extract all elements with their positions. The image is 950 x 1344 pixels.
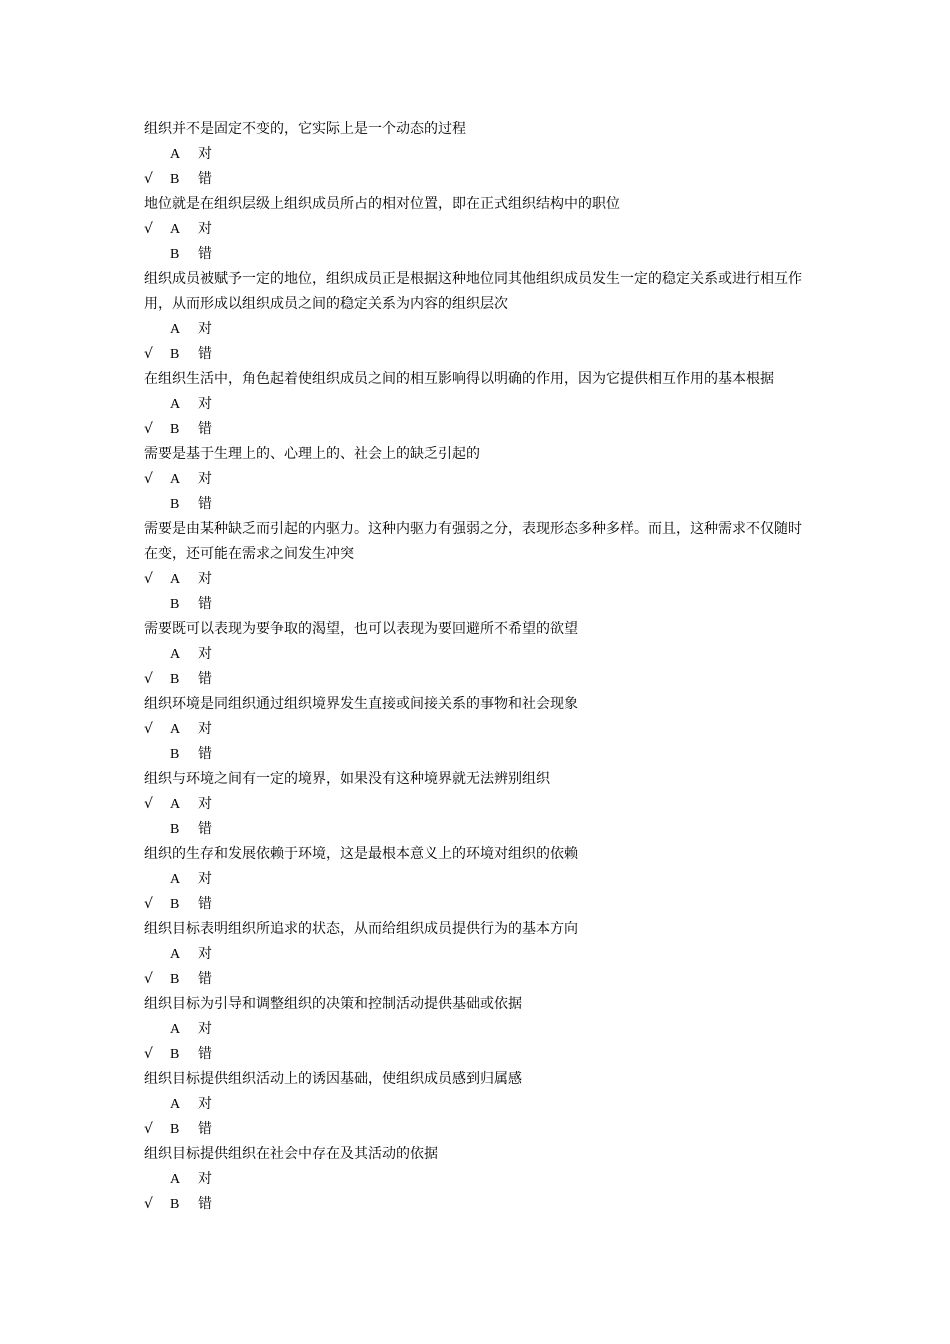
checkmark-icon: √ <box>144 221 153 237</box>
option-a[interactable] <box>144 717 344 742</box>
checkmark-icon: √ <box>144 171 153 187</box>
option-label: 错 <box>198 1121 212 1137</box>
checkmark-icon: √ <box>144 721 153 737</box>
option-letter: A <box>170 722 181 737</box>
checkmark-icon: √ <box>144 471 153 487</box>
option-letter: B <box>170 1197 180 1212</box>
option-letter: A <box>170 797 181 812</box>
option-a[interactable] <box>144 392 344 417</box>
checkmark-icon: √ <box>144 896 153 912</box>
option-letter: B <box>170 822 180 837</box>
option-b[interactable] <box>144 667 344 692</box>
option-label: 对 <box>198 721 212 737</box>
option-label: 错 <box>198 971 212 987</box>
option-label: 错 <box>198 246 212 262</box>
option-label: 对 <box>198 1021 212 1037</box>
question-text: 组织目标为引导和调整组织的决策和控制活动提供基础或依据 <box>144 996 522 1012</box>
option-a[interactable] <box>144 1017 344 1042</box>
option-label: 错 <box>198 671 212 687</box>
option-letter: A <box>170 872 181 887</box>
question-text: 组织并不是固定不变的，它实际上是一个动态的过程 <box>144 121 466 137</box>
option-label: 错 <box>198 1046 212 1062</box>
option-b[interactable] <box>144 592 344 617</box>
option-a[interactable] <box>144 467 344 492</box>
option-letter: B <box>170 422 180 437</box>
option-b[interactable] <box>144 1117 344 1142</box>
option-label: 错 <box>198 346 212 362</box>
option-letter: A <box>170 472 181 487</box>
option-label: 对 <box>198 396 212 412</box>
option-b[interactable] <box>144 242 344 267</box>
option-a[interactable] <box>144 217 344 242</box>
option-letter: B <box>170 1122 180 1137</box>
option-letter: A <box>170 947 181 962</box>
option-label: 错 <box>198 421 212 437</box>
option-letter: B <box>170 672 180 687</box>
option-letter: A <box>170 1172 181 1187</box>
option-label: 对 <box>198 1171 212 1187</box>
option-label: 错 <box>198 821 212 837</box>
question-text: 组织的生存和发展依赖于环境，这是最根本意义上的环境对组织的依赖 <box>144 846 578 862</box>
option-letter: A <box>170 147 181 162</box>
option-label: 错 <box>198 896 212 912</box>
option-letter: B <box>170 747 180 762</box>
checkmark-icon: √ <box>144 971 153 987</box>
question-text: 需要既可以表现为要争取的渴望，也可以表现为要回避所不希望的欲望 <box>144 621 578 637</box>
option-letter: A <box>170 1097 181 1112</box>
option-label: 对 <box>198 796 212 812</box>
option-letter: A <box>170 222 181 237</box>
option-letter: B <box>170 1047 180 1062</box>
option-label: 错 <box>198 596 212 612</box>
option-a[interactable] <box>144 1167 344 1192</box>
checkmark-icon: √ <box>144 671 153 687</box>
option-letter: A <box>170 397 181 412</box>
option-label: 对 <box>198 321 212 337</box>
option-label: 对 <box>198 571 212 587</box>
option-letter: A <box>170 1022 181 1037</box>
question-text: 组织目标表明组织所追求的状态，从而给组织成员提供行为的基本方向 <box>144 921 578 937</box>
option-a[interactable] <box>144 1092 344 1117</box>
question-text: 组织环境是同组织通过组织境界发生直接或间接关系的事物和社会现象 <box>144 696 578 712</box>
question-text: 组织目标提供组织活动上的诱因基础，使组织成员感到归属感 <box>144 1071 522 1087</box>
checkmark-icon: √ <box>144 1046 153 1062</box>
option-label: 对 <box>198 146 212 162</box>
question-text: 需要是由某种缺乏而引起的内驱力。这种内驱力有强弱之分，表现形态多种多样。而且，这种需求不仅随时在变，还可能在需求之间发生冲突 <box>144 521 802 562</box>
option-a[interactable] <box>144 942 344 967</box>
option-label: 对 <box>198 871 212 887</box>
option-b[interactable] <box>144 742 344 767</box>
option-label: 对 <box>198 946 212 962</box>
checkmark-icon: √ <box>144 421 153 437</box>
option-b[interactable] <box>144 967 344 992</box>
question-text: 组织成员被赋予一定的地位，组织成员正是根据这种地位同其他组织成员发生一定的稳定关系或进行相互作用，从而形成以组织成员之间的稳定关系为内容的组织层次 <box>144 271 802 312</box>
option-a[interactable] <box>144 317 344 342</box>
option-b[interactable] <box>144 167 344 192</box>
option-letter: B <box>170 247 180 262</box>
option-b[interactable] <box>144 1192 344 1217</box>
option-b[interactable] <box>144 492 344 517</box>
question-text: 在组织生活中，角色起着使组织成员之间的相互影响得以明确的作用，因为它提供相互作用的基本根据 <box>144 371 774 387</box>
option-letter: A <box>170 572 181 587</box>
option-a[interactable] <box>144 792 344 817</box>
option-label: 对 <box>198 646 212 662</box>
checkmark-icon: √ <box>144 1121 153 1137</box>
option-a[interactable] <box>144 867 344 892</box>
option-b[interactable] <box>144 1042 344 1067</box>
option-letter: B <box>170 172 180 187</box>
option-letter: B <box>170 597 180 612</box>
option-b[interactable] <box>144 817 344 842</box>
question-text: 组织目标提供组织在社会中存在及其活动的依据 <box>144 1146 438 1162</box>
option-a[interactable] <box>144 142 344 167</box>
option-label: 错 <box>198 496 212 512</box>
option-a[interactable] <box>144 567 344 592</box>
option-b[interactable] <box>144 417 344 442</box>
option-label: 对 <box>198 471 212 487</box>
question-text: 需要是基于生理上的、心理上的、社会上的缺乏引起的 <box>144 446 480 462</box>
option-letter: A <box>170 647 181 662</box>
option-letter: B <box>170 972 180 987</box>
checkmark-icon: √ <box>144 571 153 587</box>
option-b[interactable] <box>144 892 344 917</box>
checkmark-icon: √ <box>144 1196 153 1212</box>
checkmark-icon: √ <box>144 796 153 812</box>
option-label: 对 <box>198 221 212 237</box>
option-letter: B <box>170 497 180 512</box>
option-letter: A <box>170 322 181 337</box>
option-letter: B <box>170 897 180 912</box>
option-b[interactable] <box>144 342 344 367</box>
option-label: 错 <box>198 746 212 762</box>
option-label: 错 <box>198 1196 212 1212</box>
option-letter: B <box>170 347 180 362</box>
question-text: 地位就是在组织层级上组织成员所占的相对位置，即在正式组织结构中的职位 <box>144 196 620 212</box>
option-label: 对 <box>198 1096 212 1112</box>
option-a[interactable] <box>144 642 344 667</box>
option-label: 错 <box>198 171 212 187</box>
checkmark-icon: √ <box>144 346 153 362</box>
question-text: 组织与环境之间有一定的境界，如果没有这种境界就无法辨别组织 <box>144 771 550 787</box>
